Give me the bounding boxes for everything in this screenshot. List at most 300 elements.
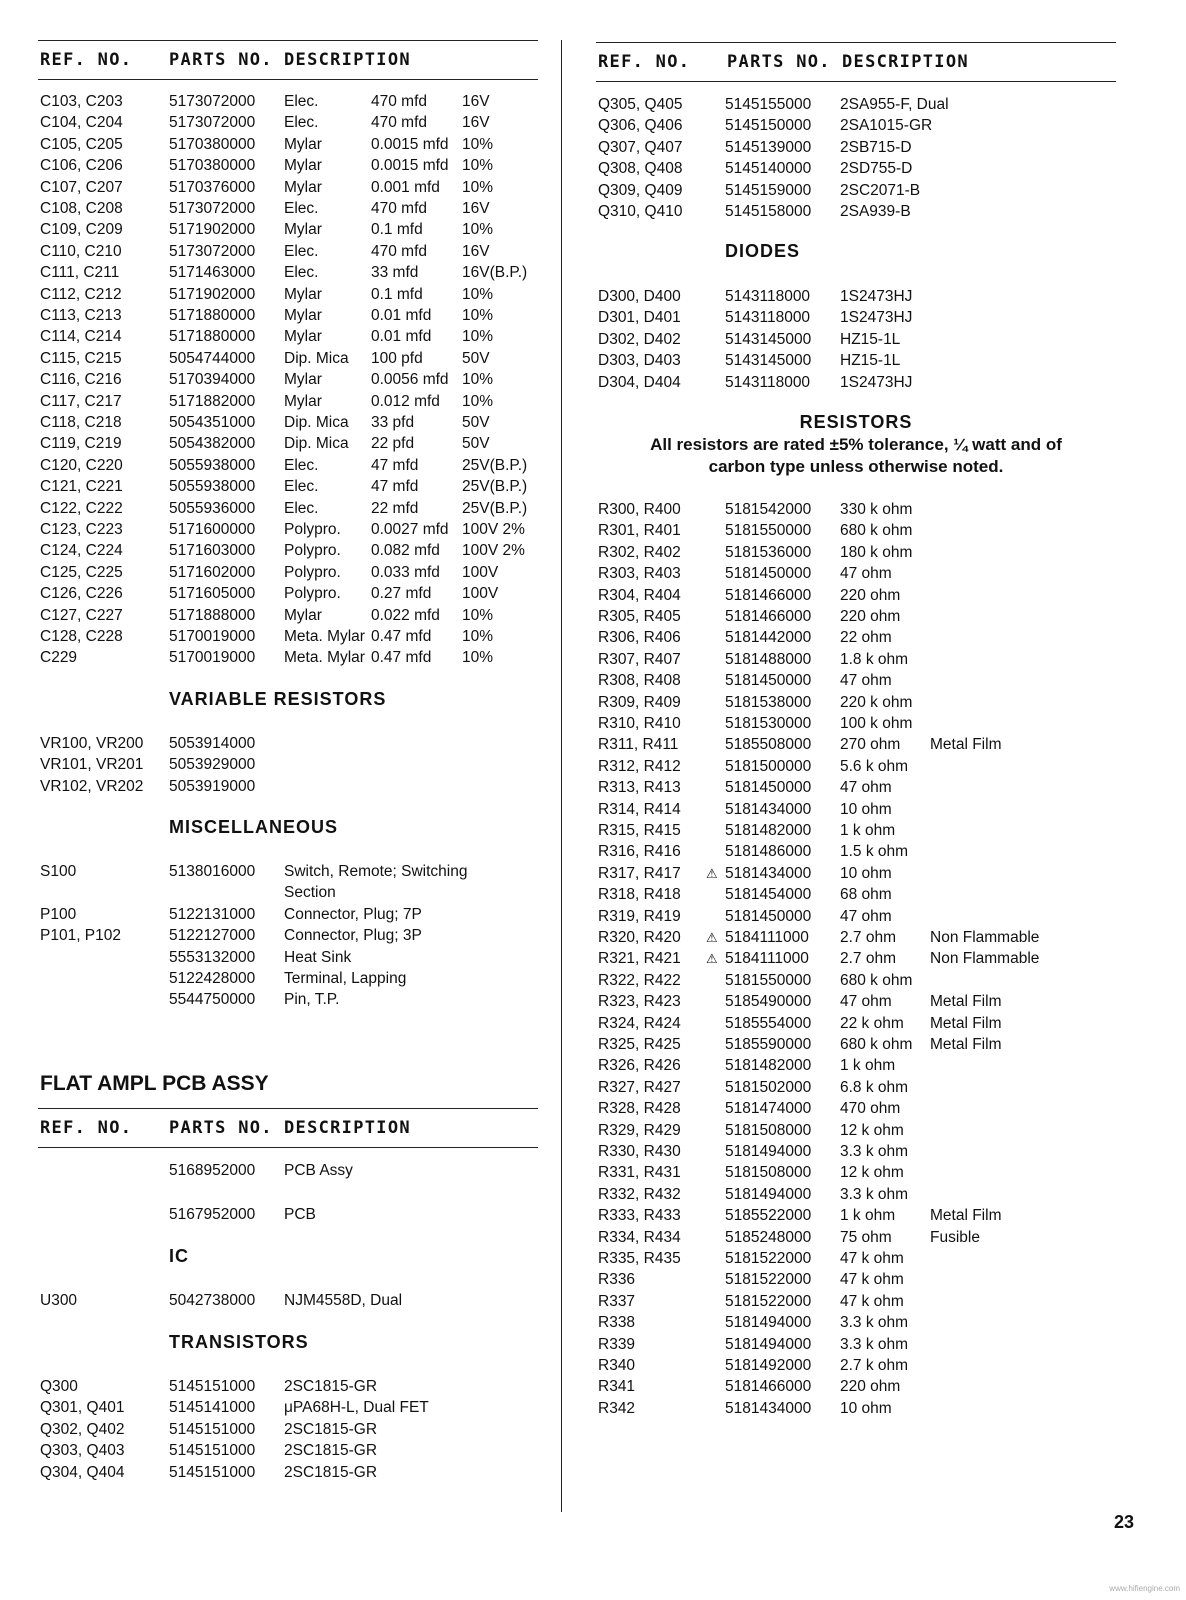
description: Mylar (284, 157, 322, 175)
parts-no: 5181450000 (725, 779, 812, 797)
parts-no: 5181550000 (725, 971, 812, 989)
parts-no: 5171902000 (169, 221, 256, 239)
ref-no: R319, R419 (598, 907, 681, 925)
description: Connector, Plug; 7P (284, 905, 422, 923)
ref-no: R337 (598, 1292, 636, 1310)
description: Mylar (284, 392, 322, 410)
parts-no: 5185248000 (725, 1228, 812, 1246)
description: Mylar (284, 371, 322, 389)
parts-no: 5553132000 (169, 948, 256, 966)
value: 470 mfd (371, 93, 428, 110)
column-divider (561, 40, 562, 1512)
description: 75 ohm (840, 1228, 892, 1246)
description: Connector, Plug; 3P (284, 927, 422, 945)
description: Mylar (284, 328, 322, 346)
description: Elec. (284, 242, 319, 260)
rating: 10% (462, 285, 494, 303)
ref-no: VR100, VR200 (40, 735, 144, 752)
parts-no: 5181494000 (725, 1314, 812, 1332)
parts-no: 5170380000 (169, 135, 256, 153)
parts-no: 5170019000 (169, 628, 256, 645)
description: 47 k ohm (840, 1250, 904, 1267)
ref-no: C116, C216 (40, 371, 122, 389)
description: 10 ohm (840, 1399, 892, 1417)
rating: 50V (462, 435, 490, 453)
ref-no: D300, D400 (598, 288, 681, 305)
section-title-resistors: RESISTORS (799, 412, 913, 432)
ref-no: C128, C228 (40, 628, 123, 645)
description: 6.8 k ohm (840, 1078, 909, 1096)
parts-no: 5143145000 (725, 352, 812, 370)
parts-no: 5171600000 (169, 521, 256, 538)
ref-no: R305, R405 (598, 608, 681, 625)
description: Mylar (284, 178, 322, 196)
ref-no: R330, R430 (598, 1143, 681, 1160)
rating: 100V (462, 585, 499, 603)
parts-no: 5138016000 (169, 863, 256, 880)
ref-no: C117, C217 (40, 392, 122, 410)
description: Heat Sink (284, 948, 352, 966)
parts-no: 5145151000 (169, 1420, 256, 1438)
safety-warning-icon: ⚠ (706, 930, 718, 945)
value: 0.01 mfd (371, 328, 432, 346)
ref-no: R333, R433 (598, 1207, 681, 1225)
rating: 10% (462, 628, 494, 645)
ref-no: C118, C218 (40, 414, 122, 431)
parts-no: 5145150000 (725, 117, 812, 135)
parts-no: 5181508000 (725, 1164, 812, 1182)
parts-no: 5181502000 (725, 1078, 812, 1096)
ref-no: C103, C203 (40, 93, 123, 110)
parts-no: 5171605000 (169, 585, 256, 603)
description: 5.6 k ohm (840, 757, 909, 775)
parts-no: 5181466000 (725, 1378, 812, 1396)
description: Polypro. (284, 585, 341, 603)
description: 2SC2071-B (840, 181, 921, 199)
description: 2SA955-F, Dual (840, 96, 949, 113)
description: 220 ohm (840, 586, 901, 604)
description: Terminal, Lapping (284, 970, 407, 987)
ref-no: R307, R407 (598, 650, 681, 668)
parts-no: 5181536000 (725, 543, 812, 561)
description: 100 k ohm (840, 715, 913, 732)
ref-no: C127, C227 (40, 606, 123, 624)
ref-no: Q303, Q403 (40, 1442, 125, 1460)
description: μPA68H-L, Dual FET (284, 1399, 429, 1417)
ref-no: C125, C225 (40, 563, 123, 581)
parts-no: 5181500000 (725, 757, 812, 775)
parts-no: 5181522000 (725, 1292, 812, 1310)
value: 47 mfd (371, 478, 419, 496)
parts-no: 5181494000 (725, 1143, 812, 1160)
description: 270 ohm (840, 736, 901, 754)
description: 47 ohm (840, 672, 892, 690)
value: 0.022 mfd (371, 606, 440, 624)
parts-no: 5054351000 (169, 414, 256, 431)
parts-no: 5181538000 (725, 693, 812, 711)
description: Mylar (284, 221, 322, 239)
parts-no: 5122131000 (169, 905, 256, 923)
header-parts-no: PARTS NO. (169, 50, 273, 70)
description: Elec. (284, 264, 319, 282)
description: 1S2473HJ (840, 288, 913, 305)
parts-no: 5181474000 (725, 1100, 812, 1118)
value: 22 pfd (371, 435, 415, 453)
rating: 50V (462, 414, 490, 431)
ref-no: R318, R418 (598, 886, 681, 904)
ref-no: R301, R401 (598, 522, 681, 540)
value: Metal Film (930, 993, 1002, 1011)
parts-no: 5181494000 (725, 1185, 812, 1203)
parts-no: 5145151000 (169, 1378, 256, 1395)
description: Pin, T.P. (284, 991, 340, 1009)
ref-no: R325, R425 (598, 1036, 681, 1053)
parts-no: 5171880000 (169, 307, 256, 324)
parts-no: 5181542000 (725, 501, 812, 518)
parts-no: 5184111000 (725, 950, 809, 968)
parts-no: 5143118000 (725, 309, 811, 327)
parts-no: 5171602000 (169, 563, 256, 581)
value: 0.033 mfd (371, 563, 440, 581)
description: 220 k ohm (840, 693, 913, 711)
description: 2.7 ohm (840, 950, 897, 968)
description: Polypro. (284, 542, 341, 560)
ref-no: Q308, Q408 (598, 160, 683, 178)
ref-no: R311, R411 (598, 736, 679, 754)
description: 220 ohm (840, 1378, 901, 1396)
table-header (38, 40, 538, 80)
flat-ampl-pcb-title: FLAT AMPL PCB ASSY (40, 1072, 269, 1095)
description: 1 k ohm (840, 1057, 896, 1075)
description: 1 k ohm (840, 1207, 896, 1225)
ref-no: R302, R402 (598, 543, 681, 561)
description: Mylar (284, 606, 322, 624)
parts-no: 5181522000 (725, 1250, 812, 1267)
ref-no: R342 (598, 1399, 636, 1417)
rating: 16V (462, 242, 490, 260)
parts-no: 5181466000 (725, 586, 812, 604)
rating: 100V 2% (462, 542, 525, 560)
ref-no: Q301, Q401 (40, 1399, 125, 1417)
parts-no: 5122428000 (169, 970, 256, 987)
value: 0.0015 mfd (371, 157, 449, 175)
description: Meta. Mylar (284, 628, 365, 645)
ref-no: C120, C220 (40, 456, 123, 474)
description: Polypro. (284, 521, 341, 538)
header-ref-no: REF. NO. (40, 50, 133, 70)
ref-no: R332, R432 (598, 1185, 681, 1203)
ref-no: R317, R417 (598, 864, 681, 882)
rating: 100V (462, 563, 499, 581)
ref-no: C108, C208 (40, 200, 123, 217)
section-title-diodes: DIODES (725, 241, 801, 261)
value: 0.0056 mfd (371, 371, 449, 389)
parts-no: 5185554000 (725, 1014, 812, 1032)
description: 2SC1815-GR (284, 1420, 378, 1438)
ref-no: R309, R409 (598, 693, 681, 711)
value: 0.1 mfd (371, 221, 423, 239)
rating: 25V(B.P.) (462, 478, 528, 496)
ref-no: R340 (598, 1357, 636, 1374)
parts-no: 5145140000 (725, 160, 812, 178)
value: 0.012 mfd (371, 392, 440, 410)
value: 0.47 mfd (371, 649, 432, 667)
description: Mylar (284, 135, 322, 153)
description: 3.3 k ohm (840, 1314, 909, 1332)
description: 22 k ohm (840, 1014, 904, 1032)
ref-no: D303, D403 (598, 352, 681, 370)
watermark: www.hifiengine.com (1109, 1584, 1180, 1593)
section-title-transistors: TRANSISTORS (169, 1332, 309, 1352)
description: 2SD755-D (840, 160, 913, 178)
ref-no: R310, R410 (598, 715, 681, 732)
rating: 16V (462, 93, 490, 110)
parts-no: 5170019000 (169, 649, 256, 667)
ref-no: R329, R429 (598, 1121, 681, 1139)
description: Section (284, 884, 336, 902)
ref-no: C105, C205 (40, 135, 123, 153)
description: 1 k ohm (840, 822, 896, 839)
description: Switch, Remote; Switching (284, 863, 468, 880)
parts-no: 5173072000 (169, 200, 256, 217)
ref-no: Q302, Q402 (40, 1420, 125, 1438)
parts-no: 5181486000 (725, 843, 812, 861)
parts-no: 5171463000 (169, 264, 256, 282)
ref-no: D304, D404 (598, 373, 681, 391)
description: 2.7 k ohm (840, 1357, 909, 1374)
rating: 10% (462, 157, 494, 175)
parts-no: 5185490000 (725, 993, 812, 1011)
value: 0.001 mfd (371, 178, 440, 196)
ref-no: D301, D401 (598, 309, 681, 327)
parts-no: 5145139000 (725, 138, 812, 156)
header-description: DESCRIPTION (284, 1118, 411, 1138)
ref-no: C109, C209 (40, 221, 123, 239)
parts-no: 5181494000 (725, 1335, 812, 1353)
ref-no: R312, R412 (598, 757, 681, 775)
value: 0.27 mfd (371, 585, 432, 603)
description: 10 ohm (840, 864, 892, 882)
rating: 100V 2% (462, 521, 525, 538)
rating: 10% (462, 371, 494, 389)
parts-no: 5181550000 (725, 522, 812, 540)
ref-no: Q304, Q404 (40, 1463, 125, 1481)
parts-no: 5055938000 (169, 456, 256, 474)
ref-no: C107, C207 (40, 178, 123, 196)
ref-no: R313, R413 (598, 779, 681, 797)
description: 1.8 k ohm (840, 650, 909, 668)
description: 2.7 ohm (840, 929, 897, 946)
description: Elec. (284, 200, 319, 217)
parts-no: 5181450000 (725, 907, 812, 925)
value: 470 mfd (371, 242, 428, 260)
ref-no: P101, P102 (40, 927, 122, 945)
rating: 16V (462, 114, 490, 132)
parts-no: 5181522000 (725, 1271, 812, 1289)
rating: 10% (462, 392, 494, 410)
description: 12 k ohm (840, 1164, 904, 1182)
ref-no: R315, R415 (598, 822, 681, 839)
ref-no: R314, R414 (598, 800, 681, 818)
header-ref-no: REF. NO. (598, 52, 691, 72)
safety-warning-icon: ⚠ (706, 865, 718, 881)
value: 0.0027 mfd (371, 521, 449, 538)
parts-no: 5143145000 (725, 330, 812, 348)
ref-no: R324, R424 (598, 1014, 681, 1032)
parts-no: 5181454000 (725, 886, 812, 904)
rating: 10% (462, 221, 494, 239)
description: 47 ohm (840, 779, 892, 797)
parts-no: 5181450000 (725, 672, 812, 690)
description: Elec. (284, 499, 319, 517)
parts-no: 5145151000 (169, 1442, 256, 1460)
ref-no: P100 (40, 905, 77, 923)
ref-no: Q305, Q405 (598, 96, 683, 113)
ref-no: C126, C226 (40, 585, 123, 603)
description: 47 ohm (840, 907, 892, 925)
parts-no: 5181530000 (725, 715, 812, 732)
parts-no: 5181488000 (725, 650, 812, 668)
description: Elec. (284, 478, 319, 496)
ref-no: R322, R422 (598, 971, 681, 989)
ref-no: R303, R403 (598, 565, 681, 583)
header-description: DESCRIPTION (284, 50, 411, 70)
description: 220 ohm (840, 608, 901, 625)
parts-no: 5053919000 (169, 777, 256, 795)
ref-no: R338 (598, 1314, 636, 1332)
value: 22 mfd (371, 499, 419, 517)
table-header (38, 1108, 538, 1148)
ref-no: C104, C204 (40, 114, 123, 132)
value: 0.1 mfd (371, 285, 423, 303)
resistors-note-line-1: All resistors are rated ±5% tolerance, ¼ watt and of (650, 435, 1062, 454)
value: Metal Film (930, 1207, 1002, 1225)
ref-no: R304, R404 (598, 586, 681, 604)
ref-no: Q309, Q409 (598, 181, 683, 199)
description: 47 ohm (840, 565, 892, 583)
parts-no: 5055938000 (169, 478, 256, 496)
description: Mylar (284, 307, 322, 324)
rating: 10% (462, 328, 494, 346)
value: Non Flammable (930, 929, 1040, 946)
ref-no: Q306, Q406 (598, 117, 683, 135)
parts-no: 5181450000 (725, 565, 812, 583)
parts-no: 5143118000 (725, 288, 811, 305)
description: HZ15-1L (840, 330, 901, 348)
rating: 16V(B.P.) (462, 264, 528, 282)
description: Dip. Mica (284, 435, 349, 453)
description: PCB Assy (284, 1162, 353, 1179)
value: Metal Film (930, 736, 1002, 754)
parts-no: 5181492000 (725, 1357, 812, 1374)
ref-no: C119, C219 (40, 435, 122, 453)
ref-no: C110, C210 (40, 242, 122, 260)
ref-no: R339 (598, 1335, 636, 1353)
parts-no: 5171880000 (169, 328, 256, 346)
rating: 10% (462, 135, 494, 153)
parts-no: 5181508000 (725, 1121, 812, 1139)
parts-no: 5145141000 (169, 1399, 256, 1417)
value: 0.01 mfd (371, 307, 432, 324)
parts-no: 5171902000 (169, 285, 256, 303)
description: 47 ohm (840, 993, 892, 1011)
description: 2SC1815-GR (284, 1378, 378, 1395)
description: 12 k ohm (840, 1121, 904, 1139)
page-number: 23 (1113, 1512, 1134, 1532)
ref-no: C121, C221 (40, 478, 123, 496)
ref-no: R334, R434 (598, 1228, 681, 1246)
parts-no: 5145158000 (725, 203, 812, 220)
description: 680 k ohm (840, 971, 913, 989)
ref-no: R327, R427 (598, 1078, 681, 1096)
ref-no: R300, R400 (598, 501, 681, 518)
ref-no: Q300 (40, 1378, 78, 1395)
parts-no: 5185590000 (725, 1036, 812, 1053)
value: 470 mfd (371, 200, 428, 217)
parts-no: 5170380000 (169, 157, 256, 175)
rating: 10% (462, 649, 494, 667)
parts-no: 5185522000 (725, 1207, 812, 1225)
ref-no: R320, R420 (598, 929, 681, 946)
description: 1.5 k ohm (840, 843, 909, 861)
parts-no: 5054382000 (169, 435, 256, 453)
parts-no: 5042738000 (169, 1292, 256, 1309)
parts-no: 5171603000 (169, 542, 256, 560)
description: NJM4558D, Dual (284, 1292, 403, 1309)
parts-no: 5143118000 (725, 373, 811, 391)
parts-no: 5173072000 (169, 93, 256, 110)
description: 680 k ohm (840, 522, 913, 540)
value: Fusible (930, 1228, 980, 1246)
description: 3.3 k ohm (840, 1335, 909, 1353)
parts-no: 5055936000 (169, 499, 256, 517)
parts-no: 5170376000 (169, 178, 256, 196)
description: 47 k ohm (840, 1271, 904, 1289)
parts-no: 5171882000 (169, 392, 256, 410)
ref-no: VR101, VR201 (40, 756, 144, 774)
rating: 50V (462, 349, 490, 367)
ref-no: R316, R416 (598, 843, 681, 861)
description: 10 ohm (840, 800, 892, 818)
ref-no: C229 (40, 649, 78, 667)
value: 47 mfd (371, 456, 419, 474)
parts-no: 5173072000 (169, 242, 256, 260)
description: 3.3 k ohm (840, 1185, 909, 1203)
safety-warning-icon: ⚠ (706, 951, 718, 967)
parts-no: 5171888000 (169, 606, 256, 624)
value: 33 mfd (371, 264, 419, 282)
description: Elec. (284, 456, 319, 474)
parts-no: 5181482000 (725, 1057, 812, 1075)
rating: 25V(B.P.) (462, 499, 528, 517)
value: Non Flammable (930, 950, 1040, 968)
rating: 10% (462, 606, 494, 624)
rating: 16V (462, 200, 490, 217)
parts-no: 5181466000 (725, 608, 812, 625)
description: Elec. (284, 93, 319, 110)
value: 33 pfd (371, 414, 415, 431)
ref-no: C113, C213 (40, 307, 122, 324)
ref-no: Q310, Q410 (598, 203, 683, 220)
ref-no: R308, R408 (598, 672, 681, 690)
value: 0.47 mfd (371, 628, 432, 645)
description: 180 k ohm (840, 543, 913, 561)
table-header (596, 42, 1116, 82)
value: 470 mfd (371, 114, 428, 132)
section-title-ic: IC (169, 1246, 189, 1266)
parts-no: 5170394000 (169, 371, 256, 389)
description: 1S2473HJ (840, 309, 913, 327)
